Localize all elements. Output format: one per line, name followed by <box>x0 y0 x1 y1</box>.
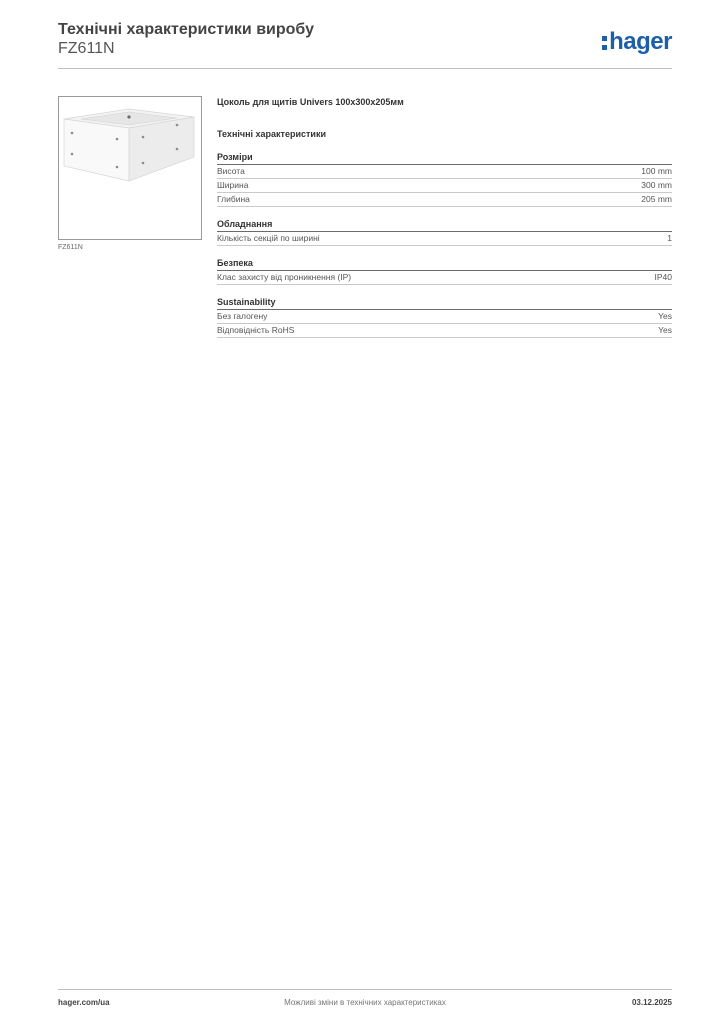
page-title: Технічні характеристики виробу <box>58 21 314 38</box>
spec-row <box>217 271 672 285</box>
spec-row <box>217 179 672 193</box>
spec-label: Без галогену <box>217 311 268 321</box>
image-caption: FZ611N <box>58 244 83 251</box>
specs-title: Технічні характеристики <box>217 129 326 139</box>
footer-date: 03.12.2025 <box>631 998 672 1007</box>
spec-label: Глибина <box>217 194 250 204</box>
product-code: FZ611N <box>58 40 115 57</box>
spec-label: Клас захисту від проникнення (IP) <box>217 272 352 282</box>
spec-group-safety <box>217 258 672 285</box>
spec-row <box>217 310 672 324</box>
spec-value: 1 <box>667 233 672 243</box>
group-title: Безпека <box>217 258 672 271</box>
spec-value: IP40 <box>654 272 672 282</box>
spec-label: Висота <box>217 166 245 176</box>
spec-content <box>217 96 672 338</box>
spec-row <box>217 165 672 179</box>
page-footer <box>58 997 672 1009</box>
spec-group-dimensions <box>217 152 672 207</box>
spec-group-sustainability <box>217 297 672 338</box>
spec-value: 205 mm <box>641 194 672 204</box>
product-base-icon <box>59 97 201 239</box>
header-divider <box>58 68 672 69</box>
spec-value: 100 mm <box>641 166 672 176</box>
page-header <box>58 20 672 68</box>
spec-value: Yes <box>658 325 672 335</box>
spec-group-equipment <box>217 219 672 246</box>
spec-value: Yes <box>658 311 672 321</box>
spec-label: Кількість секцій по ширині <box>217 233 320 243</box>
footer-disclaimer: Можливі зміни в технічних характеристиках <box>284 998 446 1007</box>
footer-divider <box>58 989 672 990</box>
logo-dots-icon <box>602 33 607 50</box>
logo-text: hager <box>609 28 672 55</box>
spec-label: Відповідність RoHS <box>217 325 295 335</box>
spec-row <box>217 232 672 246</box>
spec-row <box>217 193 672 207</box>
hager-logo <box>602 28 672 56</box>
spec-value: 300 mm <box>641 180 672 190</box>
group-title: Sustainability <box>217 297 672 310</box>
spec-label: Ширина <box>217 180 249 190</box>
spec-row <box>217 324 672 338</box>
group-title: Розміри <box>217 152 672 165</box>
group-title: Обладнання <box>217 219 672 232</box>
product-image <box>58 96 202 240</box>
product-name: Цоколь для щитів Univers 100x300x205мм <box>217 97 404 107</box>
footer-website-link[interactable]: hager.com/ua <box>58 998 110 1007</box>
